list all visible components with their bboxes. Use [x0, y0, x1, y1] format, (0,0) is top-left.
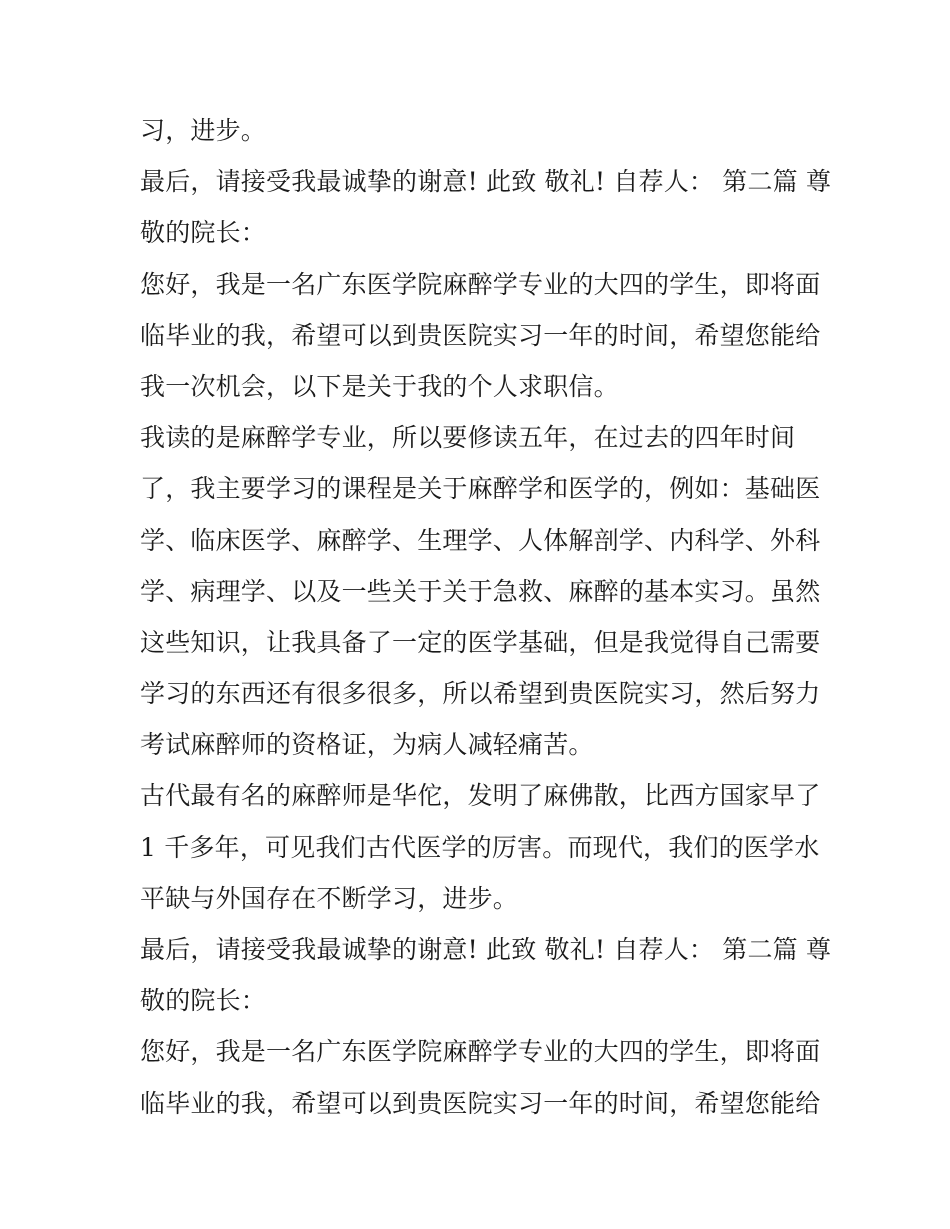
text-line: 我读的是麻醉学专业，所以要修读五年，在过去的四年时间 — [140, 423, 796, 453]
text-line: 您好，我是一名广东医学院麻醉学专业的大四的学生，即将面 — [140, 1037, 821, 1067]
text-line: 学、临床医学、麻醉学、生理学、人体解剖学、内科学、外科 — [140, 525, 821, 555]
text-line: 习，进步。 — [140, 116, 267, 145]
text-line: 临毕业的我，希望可以到贵医院实习一年的时间，希望您能给 — [140, 1088, 821, 1118]
text-line: 1 千多年，可见我们古代医学的厉害。而现代，我们的医学水 — [140, 832, 820, 862]
text-line: 平缺与外国存在不断学习，进步。 — [140, 883, 519, 913]
text-line: 最后，请接受我最诚挚的谢意! 此致 敬礼! 自荐人： 第二篇 尊 — [140, 167, 832, 197]
text-line: 最后，请接受我最诚挚的谢意! 此致 敬礼! 自荐人： 第二篇 尊 — [140, 935, 832, 964]
text-line: 临毕业的我，希望可以到贵医院实习一年的时间，希望您能给 — [140, 320, 821, 350]
text-line: 您好，我是一名广东医学院麻醉学专业的大四的学生，即将面 — [140, 269, 821, 299]
text-line: 了，我主要学习的课程是关于麻醉学和医学的，例如：基础医 — [140, 474, 821, 504]
text-line: 这些知识，让我具备了一定的医学基础，但是我觉得自己需要 — [140, 627, 821, 657]
document-body — [140, 108, 832, 1132]
text-line: 敬的院长： — [140, 986, 267, 1016]
text-line: 古代最有名的麻醉师是华佗，发明了麻佛散，比西方国家早了 — [140, 781, 821, 811]
text-line: 学习的东西还有很多很多，所以希望到贵医院实习，然后努力 — [140, 679, 821, 709]
text-line: 学、病理学、以及一些关于关于急救、麻醉的基本实习。虽然 — [140, 576, 821, 606]
text-line: 敬的院长： — [140, 218, 267, 248]
text-line: 考试麻醉师的资格证，为病人减轻痛苦。 — [140, 730, 594, 760]
text-line: 我一次机会，以下是关于我的个人求职信。 — [140, 371, 619, 401]
